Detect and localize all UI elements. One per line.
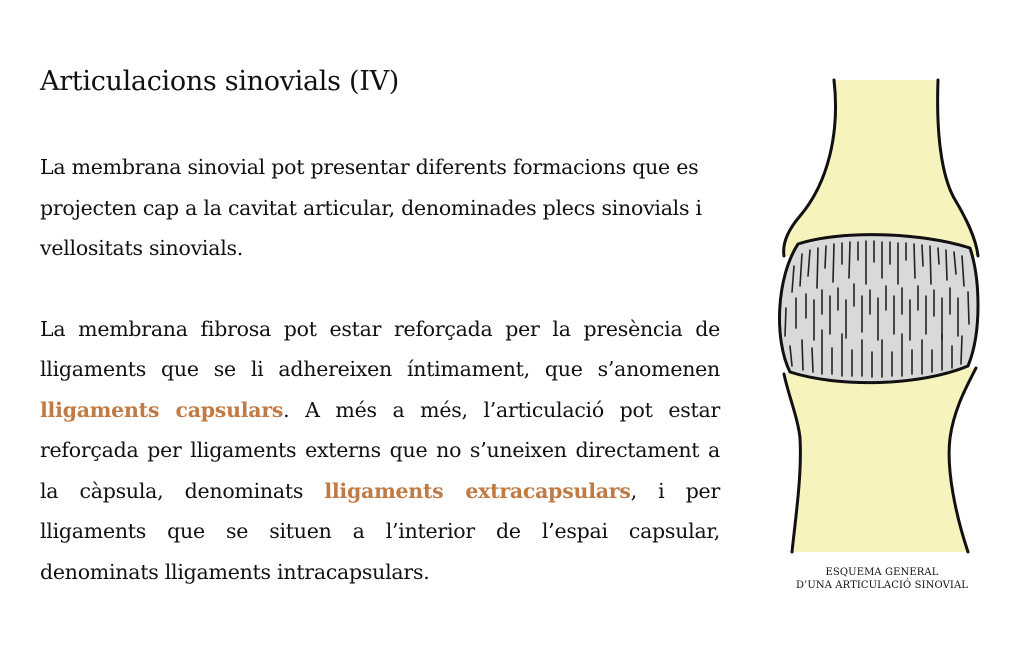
- caption-line-1: ESQUEMA GENERAL: [825, 567, 939, 578]
- highlight-extracapsular-ligaments: lligaments extracapsulars: [324, 478, 631, 503]
- paragraph-text: La membrana fibrosa pot estar reforçada per la presència de lligaments que se li adhereixen íntimament, que s’anomenen: [40, 316, 720, 381]
- page-title: Articulacions sinovials (IV): [40, 66, 400, 97]
- upper-bone: [784, 80, 978, 256]
- text-column: [40, 147, 720, 592]
- paragraph-text: . A més a més, l’articulació pot estar reforçada per lligaments externs que no s’uneixen directament a la càpsula, denominats: [40, 397, 720, 503]
- highlight-capsular-ligaments: lligaments capsulars: [40, 397, 284, 422]
- paragraph-synovial-membrane: La membrana sinovial pot presentar diferents formacions que es projecten cap a la cavitat articular, denominades plecs sinovials i vellositats sinovials.: [40, 155, 702, 260]
- joint-diagram-figure: [770, 78, 994, 598]
- figure-caption: [770, 566, 994, 592]
- synovial-joint-diagram: [770, 78, 994, 566]
- paragraph-fibrous-membrane: [40, 309, 720, 593]
- caption-line-2: D’UNA ARTICULACIÓ SINOVIAL: [795, 580, 969, 591]
- lower-bone: [784, 368, 976, 552]
- paragraph-text: , i per lligaments que se situen a l’interior de l’espai capsular, denominats lligaments intracapsulars.: [40, 478, 720, 584]
